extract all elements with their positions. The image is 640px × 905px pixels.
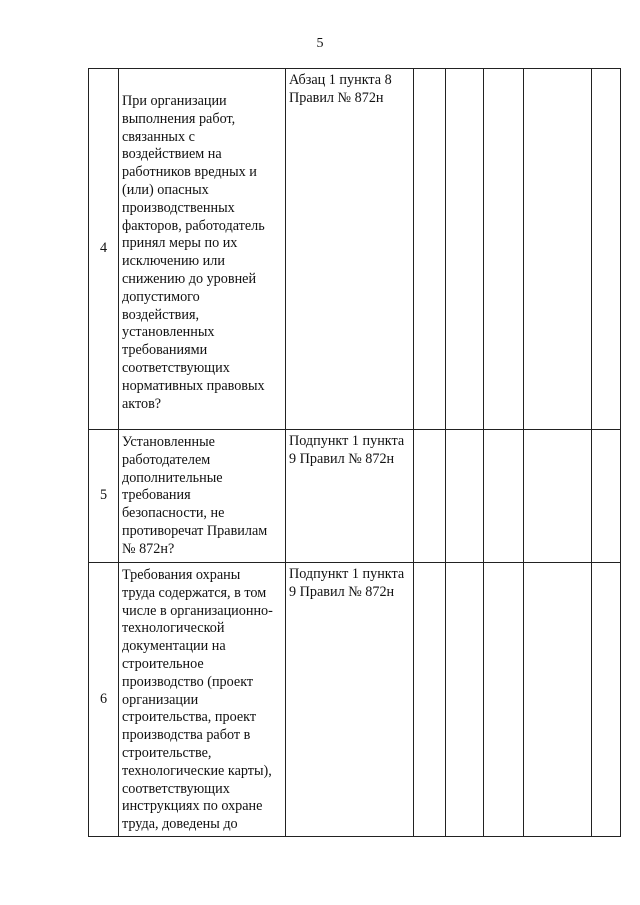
row-number: 4 xyxy=(89,69,119,430)
question-text: При организации выполнения работ, связанных с воздействием на работников вредных и (или) опасных производственных факторов, работодатель принял меры по их исключению или снижению до уровней допустимого воздействия, установленных требованиями соответствующих нормативных правовых актов? xyxy=(122,93,265,412)
answer-cell[interactable] xyxy=(524,563,592,837)
answer-cell[interactable] xyxy=(592,563,621,837)
row-number: 6 xyxy=(89,563,119,837)
answer-cell[interactable] xyxy=(446,69,484,430)
answer-cell[interactable] xyxy=(524,430,592,563)
reference-cell xyxy=(286,69,414,430)
question-cell xyxy=(119,69,286,430)
reference-text: Подпункт 1 пункта 9 Правил № 872н xyxy=(289,566,405,600)
answer-cell[interactable] xyxy=(484,69,524,430)
answer-cell[interactable] xyxy=(446,563,484,837)
answer-cell[interactable] xyxy=(414,69,446,430)
table-row xyxy=(89,69,621,430)
reference-text: Абзац 1 пункта 8 Правил № 872н xyxy=(289,72,392,106)
answer-cell[interactable] xyxy=(484,563,524,837)
reference-cell xyxy=(286,563,414,837)
answer-cell[interactable] xyxy=(446,430,484,563)
answer-cell[interactable] xyxy=(414,563,446,837)
table-row xyxy=(89,430,621,563)
checklist-table xyxy=(88,68,621,837)
reference-cell xyxy=(286,430,414,563)
answer-cell[interactable] xyxy=(524,69,592,430)
page-number: 5 xyxy=(316,36,324,51)
question-cell xyxy=(119,563,286,837)
answer-cell[interactable] xyxy=(484,430,524,563)
row-number: 5 xyxy=(89,430,119,563)
answer-cell[interactable] xyxy=(592,69,621,430)
answer-cell[interactable] xyxy=(414,430,446,563)
question-cell xyxy=(119,430,286,563)
answer-cell[interactable] xyxy=(592,430,621,563)
table-row xyxy=(89,563,621,837)
question-text: Установленные работодателем дополнительные требования безопасности, не противоречат Правилам № 872н? xyxy=(122,434,268,557)
reference-text: Подпункт 1 пункта 9 Правил № 872н xyxy=(289,433,405,467)
question-text: Требования охраны труда содержатся, в том числе в организационно- технологической документации на строительное производство (проект организации строительства, проект производства работ в строительстве, технологические карты), соответствующих инструкциях по охране труда, доведены до xyxy=(122,567,273,833)
